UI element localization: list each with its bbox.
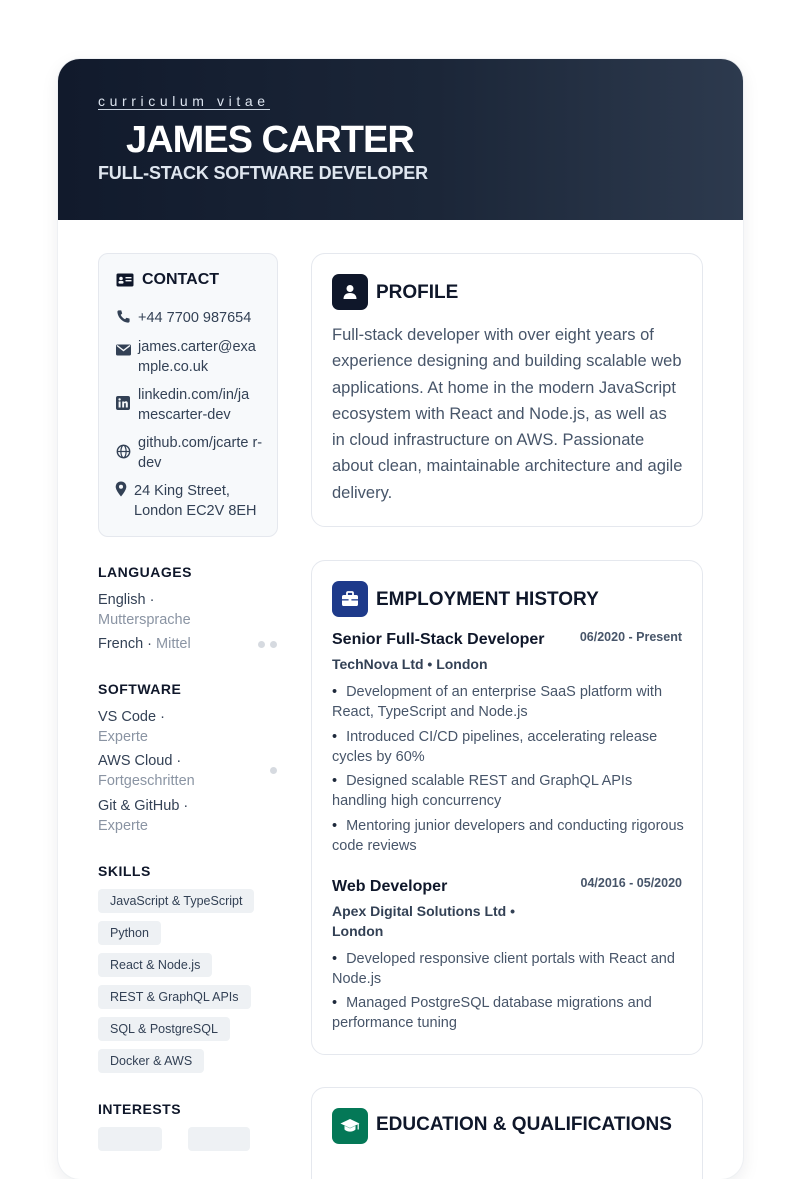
software-item xyxy=(98,751,195,791)
software-item xyxy=(98,707,165,747)
level-dot xyxy=(270,767,277,774)
job-bullet: • Designed scalable REST and GraphQL APIs handling high concurrency xyxy=(332,773,633,810)
bullet-text: Development of an enterprise SaaS platform with React, TypeScript and Node.js xyxy=(332,684,663,721)
software-name: Git & GitHub · xyxy=(98,798,189,814)
resume-card xyxy=(58,59,743,1179)
software-heading: SOFTWARE xyxy=(98,681,182,697)
job-bullet: • Managed PostgreSQL database migrations and performance tuning xyxy=(332,995,652,1032)
contact-github[interactable] xyxy=(115,433,268,473)
job-dates: 04/2016 - 05/2020 xyxy=(580,876,682,890)
map-pin-icon xyxy=(115,481,127,497)
skill-chip: REST & GraphQL APIs xyxy=(98,985,251,1009)
language-name: French · xyxy=(98,636,152,652)
skills-heading: SKILLS xyxy=(98,863,151,879)
bullet-text: Designed scalable REST and GraphQL APIs handling high concurrency xyxy=(332,773,633,810)
phone-text: +44 7700 987654 xyxy=(138,310,252,326)
level-dot xyxy=(270,641,277,648)
software-item xyxy=(98,796,188,836)
skill-chip: Python xyxy=(98,921,161,945)
job-bullet: • Introduced CI/CD pipelines, accelerating release cycles by 60% xyxy=(332,729,658,766)
level-dot xyxy=(258,641,265,648)
graduation-cap-icon xyxy=(332,1108,368,1144)
job-title-heading: FULL-STACK SOFTWARE DEVELOPER xyxy=(98,163,428,183)
job-dates: 06/2020 - Present xyxy=(579,630,682,644)
skill-chip: JavaScript & TypeScript xyxy=(98,889,254,913)
language-name: English · xyxy=(98,592,155,608)
bullet-text: Developed responsive client portals with React and Node.js xyxy=(332,951,675,988)
employment-heading: EMPLOYMENT HISTORY xyxy=(376,589,599,610)
software-level: Fortgeschritten xyxy=(98,773,195,789)
contact-box xyxy=(98,253,278,537)
languages-heading: LANGUAGES xyxy=(98,564,192,580)
envelope-icon xyxy=(115,342,131,358)
profile-heading: PROFILE xyxy=(376,282,459,303)
email-text: james.carter@exa mple.co.uk xyxy=(138,339,256,375)
contact-heading-label: CONTACT xyxy=(142,271,220,288)
globe-icon xyxy=(115,443,131,459)
linkedin-text: linkedin.com/in/ja mescarter-dev xyxy=(138,387,250,423)
job-bullet: • Developed responsive client portals with React and Node.js xyxy=(332,951,675,988)
contact-email[interactable] xyxy=(115,337,268,377)
contact-phone[interactable] xyxy=(115,308,268,328)
software-name: AWS Cloud · xyxy=(98,753,182,769)
contact-linkedin[interactable] xyxy=(115,385,268,425)
language-level: Muttersprache xyxy=(98,612,191,628)
github-text: github.com/jcarte r-dev xyxy=(138,435,263,471)
id-card-icon xyxy=(116,273,134,287)
job-title: Web Developer xyxy=(332,878,448,895)
education-heading: EDUCATION & QUALIFICATIONS xyxy=(376,1114,672,1135)
skill-chip: Docker & AWS xyxy=(98,1049,204,1073)
profile-section xyxy=(311,253,703,527)
software-name: VS Code · xyxy=(98,709,165,725)
job-title: Senior Full-Stack Developer xyxy=(332,631,545,648)
education-section xyxy=(311,1087,703,1179)
linkedin-icon xyxy=(115,395,131,411)
phone-icon xyxy=(115,308,131,324)
skill-chip: SQL & PostgreSQL xyxy=(98,1017,230,1041)
person-name: JAMES CARTER xyxy=(126,119,414,161)
language-item xyxy=(98,634,191,654)
briefcase-icon xyxy=(332,581,368,617)
resume-header xyxy=(58,59,743,220)
software-level: Experte xyxy=(98,729,148,745)
cv-label: curriculum vitae xyxy=(98,93,270,109)
job-bullet: • Development of an enterprise SaaS platform with React, TypeScript and Node.js xyxy=(332,684,663,721)
job-company: TechNova Ltd • London xyxy=(332,656,488,672)
contact-address xyxy=(115,481,264,521)
contact-heading xyxy=(116,271,219,289)
bullet-text: Managed PostgreSQL database migrations and performance tuning xyxy=(332,995,652,1032)
language-item xyxy=(98,590,191,630)
software-level: Experte xyxy=(98,818,148,834)
job-company: Apex Digital Solutions Ltd • London xyxy=(332,903,516,939)
user-icon xyxy=(332,274,368,310)
job-bullet: • Mentoring junior developers and conducting rigorous code reviews xyxy=(332,818,684,855)
employment-section xyxy=(311,560,703,1055)
interests-heading: INTERESTS xyxy=(98,1101,182,1117)
bullet-text: Introduced CI/CD pipelines, accelerating release cycles by 60% xyxy=(332,729,658,766)
profile-text: Full-stack developer with over eight years of experience designing and building scalable web applications. At home in the modern JavaScript ecosystem with React and Node.js, as well as in cloud infrastructure on AWS. Passionate about clean, maintainable architecture and agile delivery. xyxy=(332,326,683,502)
skill-chip: React & Node.js xyxy=(98,953,212,977)
language-level: Mittel xyxy=(156,636,191,652)
bullet-text: Mentoring junior developers and conducting rigorous code reviews xyxy=(332,818,684,855)
address-text: 24 King Street, London EC2V 8EH xyxy=(134,483,257,519)
